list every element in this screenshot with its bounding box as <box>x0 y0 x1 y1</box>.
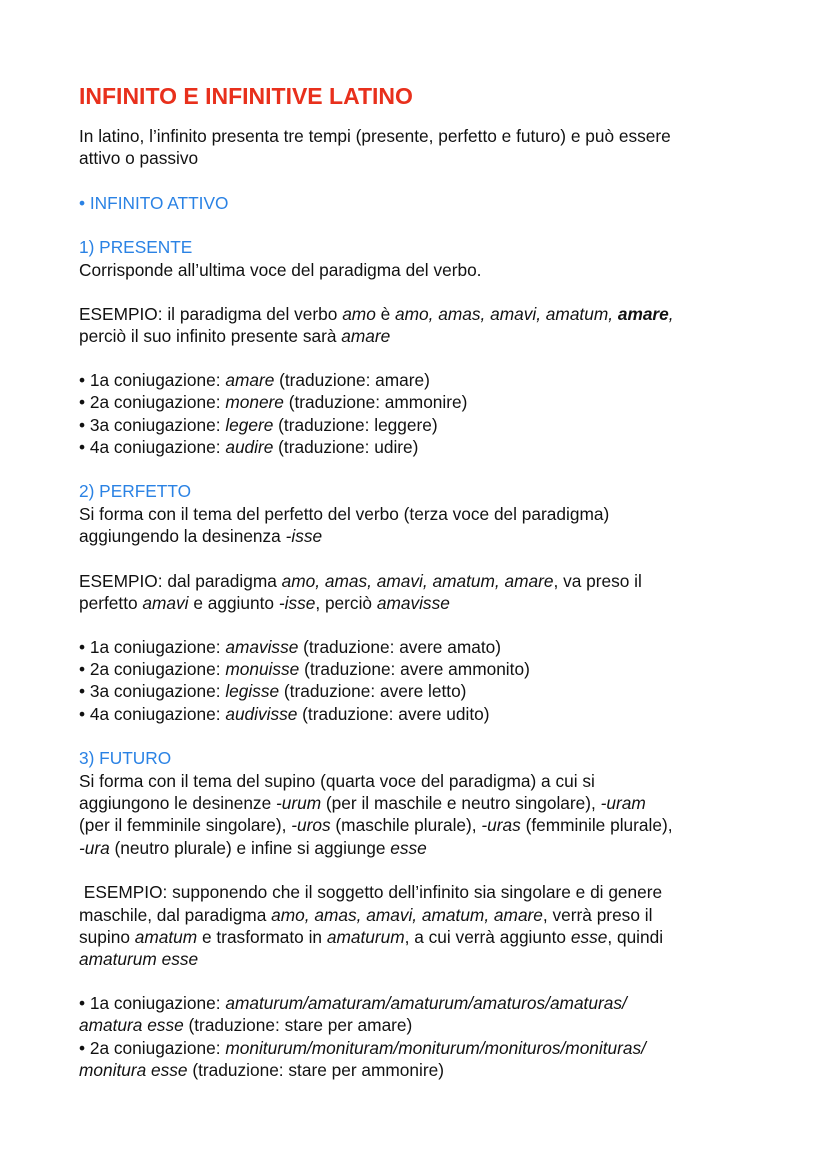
text: è <box>375 304 396 325</box>
list-item: • 3a coniugazione: legisse (traduzione: avere letto) <box>79 681 467 702</box>
heading-futuro: 3) FUTURO <box>79 748 172 769</box>
text: amo <box>342 304 376 325</box>
heading-perfetto: 2) PERFETTO <box>79 481 192 502</box>
intro-line: In latino, l’infinito presenta tre tempi (presente, perfetto e futuro) e può essere <box>79 126 671 146</box>
perfetto-list <box>79 636 769 726</box>
example-line: ESEMPIO: dal paradigma amo, amas, amavi, amatum, amare, va preso il <box>79 570 642 591</box>
text: amo, amas, amavi, amatum, <box>395 304 618 325</box>
list-item: • 2a coniugazione: monere (traduzione: ammonire) <box>79 392 468 413</box>
example-line: amaturum esse <box>79 949 199 970</box>
text: perciò il suo infinito presente sarà <box>79 326 342 347</box>
text: ESEMPIO: il paradigma del verbo <box>79 304 343 325</box>
section-heading-infinito-attivo: • INFINITO ATTIVO <box>79 192 229 213</box>
list-item: • 3a coniugazione: legere (traduzione: leggere) <box>79 414 438 435</box>
text: Si forma con il tema del perfetto del verbo (terza voce del paradigma) <box>79 503 610 524</box>
example-line: supino amatum e trasformato in amaturum, a cui verrà aggiunto esse, quindi <box>79 926 664 947</box>
futuro-list <box>79 992 769 1082</box>
list-item-continuation: monitura esse (traduzione: stare per ammonire) <box>79 1060 444 1080</box>
intro-paragraph <box>79 125 769 170</box>
text: , <box>668 304 674 325</box>
text-line: -ura (neutro plurale) e infine si aggiunge esse <box>79 837 427 858</box>
example-line: perfetto amavi e aggiunto -isse, perciò amavisse <box>79 593 450 614</box>
text: amare <box>617 304 669 325</box>
text: amare <box>341 326 391 347</box>
list-item: • 2a coniugazione: moniturum/monituram/moniturum/monituros/monituras/ <box>79 1037 646 1058</box>
example-line <box>79 303 769 325</box>
list-item: • 1a coniugazione: amavisse (traduzione: avere amato) <box>79 636 502 657</box>
futuro-example <box>79 881 769 971</box>
list-item-continuation: amatura esse (traduzione: stare per amare) <box>79 1015 413 1036</box>
example-line <box>79 325 769 347</box>
list-item: • 4a coniugazione: audire (traduzione: udire) <box>79 437 419 458</box>
list-item: • 1a coniugazione: amaturum/amaturam/amaturum/amaturos/amaturas/ <box>79 992 627 1013</box>
text: Si forma con il tema del supino (quarta voce del paradigma) a cui si <box>79 770 595 791</box>
page-title: INFINITO E INFINITIVE LATINO <box>79 83 413 109</box>
futuro-description <box>79 770 769 860</box>
presente-example <box>79 303 769 348</box>
list-item: • 2a coniugazione: monuisse (traduzione: avere ammonito) <box>79 658 530 679</box>
document-page <box>79 80 769 1081</box>
perfetto-description <box>79 503 769 548</box>
presente-list <box>79 369 769 459</box>
text-line: aggiungono le desinenze -urum (per il maschile e neutro singolare), -uram <box>79 792 646 813</box>
list-item: • 1a coniugazione: amare (traduzione: amare) <box>79 369 430 390</box>
example-line: maschile, dal paradigma amo, amas, amavi, amatum, amare, verrà preso il <box>79 904 653 925</box>
example-line: ESEMPIO: supponendo che il soggetto dell’infinito sia singolare e di genere <box>79 882 663 903</box>
heading-presente: 1) PRESENTE <box>79 237 193 258</box>
perfetto-example <box>79 570 769 615</box>
presente-description: Corrisponde all’ultima voce del paradigma del verbo. <box>79 259 482 280</box>
intro-line: attivo o passivo <box>79 148 199 169</box>
text-line: aggiungendo la desinenza -isse <box>79 526 323 547</box>
list-item: • 4a coniugazione: audivisse (traduzione: avere udito) <box>79 703 490 724</box>
text-line: (per il femminile singolare), -uros (maschile plurale), -uras (femminile plurale), <box>79 815 673 836</box>
